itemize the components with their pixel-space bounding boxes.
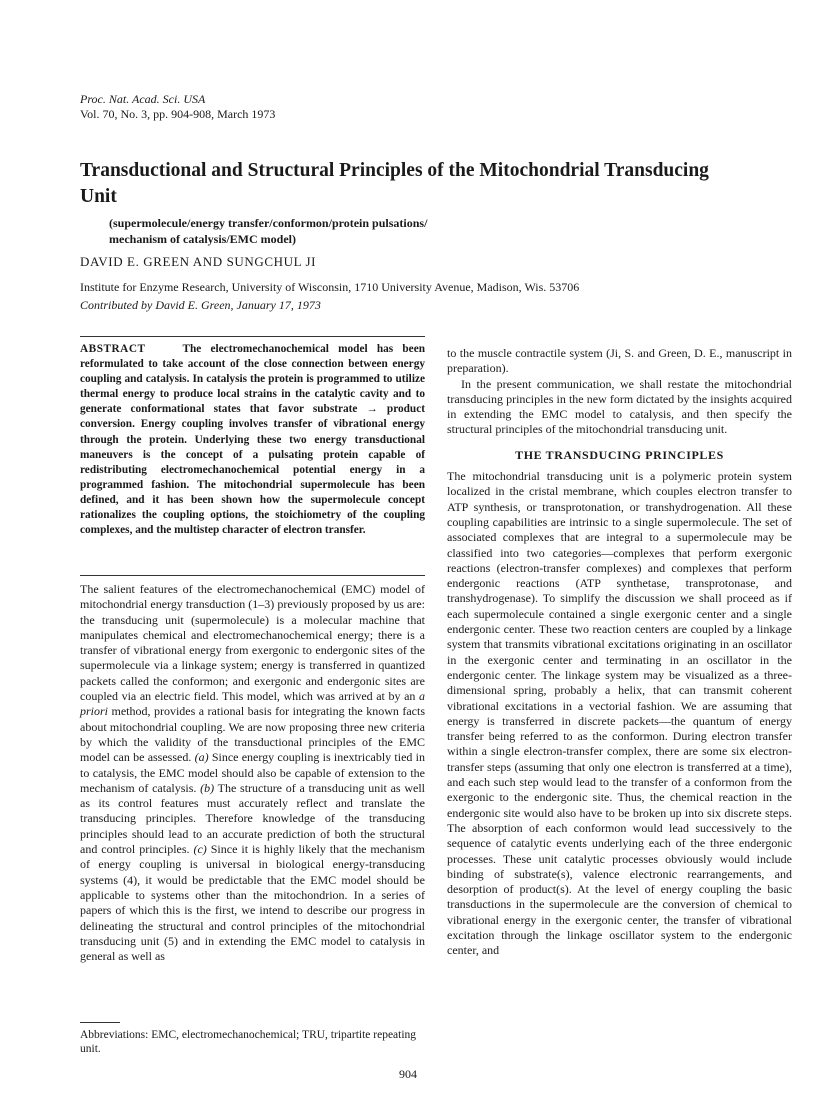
contributed-line: Contributed by David E. Green, January 17, 1973 (80, 298, 321, 312)
abstract (80, 342, 425, 538)
journal-name: Proc. Nat. Acad. Sci. USA (80, 92, 206, 106)
abstract-text: The electromechanochemical model has been reformulated to take account of the close connection between energy coupling and catalysis. In catalysis the protein is programmed to utilize thermal energy to produce local strains in the catalytic cavity and to generate conformational states that favor substrate → product conversion. Energy coupling involves transfer of vibrational energy through the protein. Underlying these two energy transductional maneuvers is the concept of a pulsating protein capable of redistributing electromechanochemical potential energy in a programmed fashion. The mitochondrial supermolecule has been defined, and it has been shown how the supermolecule concept rationalizes the coupling options, the stoichiometry of the coupling complexes, and the multistep character of electron transfer. (80, 343, 425, 537)
intro-paragraph (80, 582, 425, 964)
right-paragraph-2: The mitochondrial transducing unit is a polymeric protein system localized in the cristal membrane, which couples electron transfer to ATP synthesis, or transprotonation, or transhydrogenation. All these coupling capabilities are intrinsic to a single supermolecule. The set of associated complexes that are integral to a supermolecule may be classified into two categories—complexes that perform exergonic reactions (electron-transfer complexes) and complexes that perform endergonic reactions (ATP synthetase, transprotonase, and transhydrogenase). To simplify the discussion we shall proceed as if each supermolecule contained a single exergonic center and a single endergonic center. These two reaction centers are coupled by a linkage system that transmits vibrational excitations originating in an oscillator in the exergonic center and terminating in an oscillator in the endergonic center. The linkage system may be visualized as a three-dimensional spring, probably a helix, that can transmit coherent vibrational excitations in a vectorial fashion. We are assuming that energy is transferred in discrete packets—the quantum of energy transfer being referred to as the conformon. During electron transfer within a single electron-transfer complex, there are some six electron-transfer steps (assuming that only one electron is transferred at a time), and each such step would lead to the transfer of a conformon from the exergonic to the endergonic site. Thus, the chemical reaction in the endergonic site would also have to be broken up into six discrete steps. The absorption of each conformon would lead successively to the sequence of catalytic events underlying each of the three endergonic processes. These unit catalytic processes obviously would include binding of substrate(s), valence electronic rearrangements, and desorption of product(s). At the level of energy coupling the basic transductions in the supermolecule are the conversion of chemical to vibrational energy in the exergonic center, the transfer of vibrational excitation through the linkage oscillator system to the endergonic center, and (447, 469, 792, 958)
intro-text-e: Since it is highly likely that the mechanism of energy coupling is universal in biological energy-transducing systems (4), it would be predictable that the EMC model should be applicable to systems other than the mitochondrion. In a series of papers of which this is the first, we intend to describe our progress in delineating the structural and control principles of the mitochondrial transducing unit (5) and in extending the EMC model to catalysis in general as well as (80, 842, 426, 964)
authors: DAVID E. GREEN AND SUNGCHUL JI (80, 254, 317, 269)
page-number: 904 (399, 1067, 417, 1081)
criterion-c-marker: (c) (193, 842, 207, 857)
abstract-bottom-rule (80, 575, 425, 576)
keywords-line-2: mechanism of catalysis/EMC model) (109, 232, 296, 246)
right-paragraph-continued: to the muscle contractile system (Ji, S. and Green, D. E., manuscript in preparation). (447, 346, 792, 376)
intro-text-a: The salient features of the electromechanochemical (EMC) model of mitochondrial energy transduction (1–3) previously proposed by us are: the transducing unit (supermolecule) is a molecular machine that manipulates chemical and electromechanochemical energy; there is a transfer of vibrational energy from exergonic to endergonic sites of the supermolecule via a linkage system; energy is transferred in quantized packets called the conformon; and exergonic and endergonic sites are coupled via an electric field. This model, which was arrived at by an (80, 582, 425, 704)
abstract-label: ABSTRACT (80, 343, 146, 355)
article-title: Transductional and Structural Principles of the Mitochondrial Transducing Unit (80, 160, 709, 207)
right-column (447, 346, 792, 959)
journal-citation: Vol. 70, No. 3, pp. 904-908, March 1973 (80, 107, 276, 121)
keywords-line-1: (supermolecule/energy transfer/conformon/protein pulsations/ (109, 216, 428, 230)
intro-text-d: The structure of a transducing unit as well as its control features must accurately reflect and translate the transducing principles. Therefore knowledge of the transducing principles should lead to an accurate prediction of both the structural and control principles. (80, 780, 425, 857)
criterion-b-marker: (b) (200, 780, 215, 795)
footnote: Abbreviations: EMC, electromechanochemical; TRU, tripartite repeating unit. (80, 1029, 417, 1055)
right-paragraph-1: In the present communication, we shall restate the mitochondrial transducing principles in the new form dictated by the insights acquired in extending the EMC model to catalysis, and then specify the structural principles of the mitochondrial transducing unit. (447, 376, 792, 437)
section-heading: THE TRANSDUCING PRINCIPLES (515, 447, 724, 462)
intro-a-priori: a priori (80, 689, 425, 719)
intro-text-b: method, provides a rational basis for integrating the known facts about mitochondrial coupling. We are now proposing three new criteria by which the validity of the transductional principles of the EMC model can be assessed. (80, 704, 425, 765)
affiliation: Institute for Enzyme Research, University of Wisconsin, 1710 University Avenue, Madison, Wis. 53706 (80, 280, 580, 294)
journal-header (80, 92, 275, 122)
footnote-rule (80, 1022, 120, 1023)
keywords (109, 215, 427, 247)
intro-text-c: Since energy coupling is inextricably tied in to catalysis, the EMC model should also be capable of extension to the mechanism of catalysis. (80, 750, 425, 795)
left-column (80, 582, 425, 964)
abstract-top-rule (80, 336, 425, 337)
criterion-a-marker: (a) (194, 750, 209, 765)
